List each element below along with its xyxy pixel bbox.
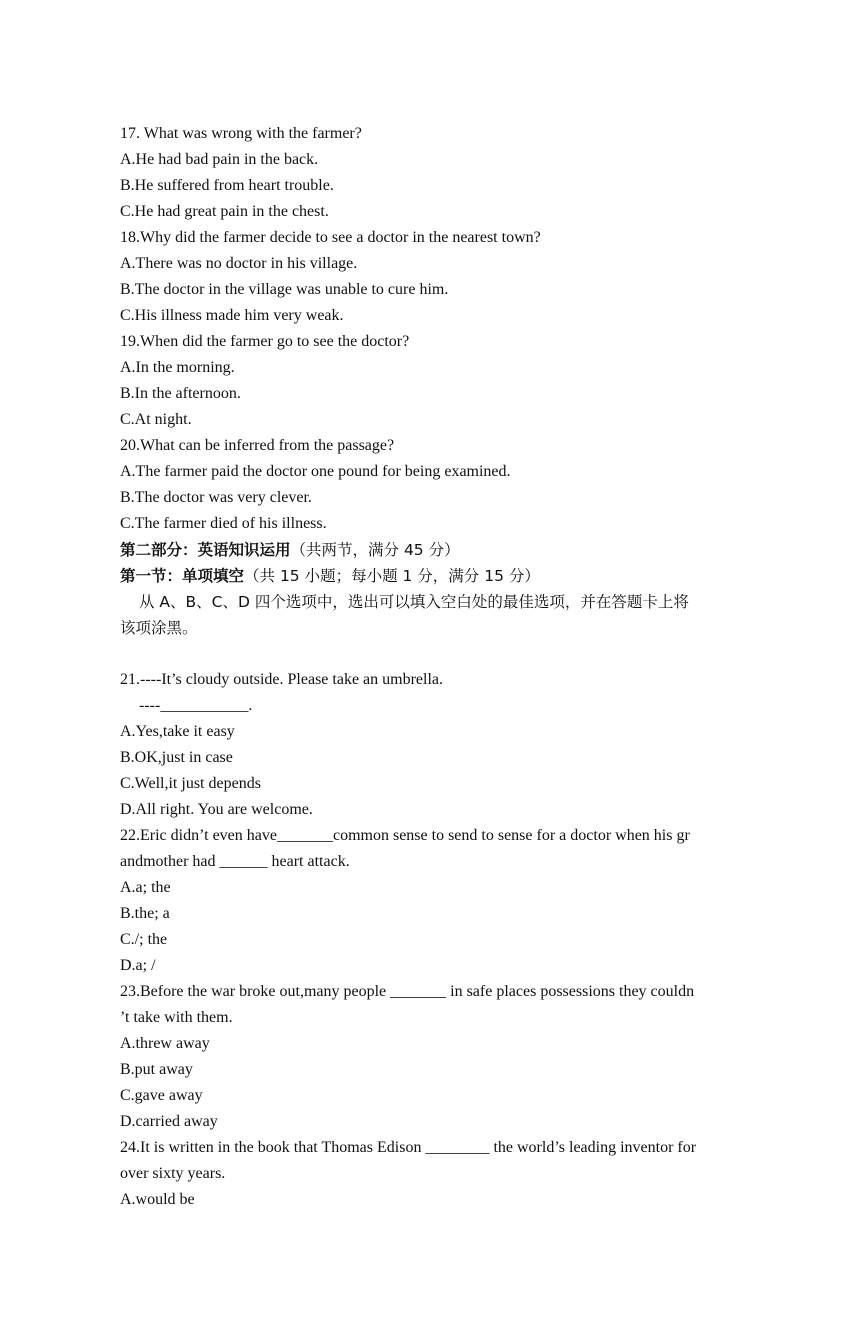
spacer	[120, 641, 754, 667]
question-17-option-b: B.He suffered from heart trouble.	[120, 177, 334, 194]
section-1-instruction-line-2: 该项涂黑。	[120, 619, 198, 637]
question-21-reply: ----___________.	[139, 697, 253, 714]
question-22-option-b: B.the; a	[120, 905, 170, 922]
question-20-stem: 20.What can be inferred from the passage?	[120, 437, 395, 454]
document-page	[120, 121, 754, 1213]
part-2-title: 第二部分：英语知识运用	[120, 541, 291, 559]
question-22-option-d: D.a; /	[120, 957, 156, 974]
section-1-heading	[120, 563, 754, 589]
question-19-stem: 19.When did the farmer go to see the doctor?	[120, 333, 410, 350]
question-19-option-a: A.In the morning.	[120, 359, 235, 376]
question-22-option-c: C./; the	[120, 931, 168, 948]
part-2-heading	[120, 537, 754, 563]
question-24-option-a: A.would be	[120, 1191, 195, 1208]
question-21-stem: 21.----It’s cloudy outside. Please take an umbrella.	[120, 671, 444, 688]
question-21-option-d: D.All right. You are welcome.	[120, 801, 313, 818]
question-23-option-a: A.threw away	[120, 1035, 210, 1052]
section-1-title: 第一节：单项填空	[120, 567, 245, 585]
question-24-stem-line-1: 24.It is written in the book that Thomas Edison ________ the world’s leading inventor for	[120, 1139, 697, 1156]
question-23-stem-line-2: ’t take with them.	[120, 1009, 233, 1026]
question-18-option-c: C.His illness made him very weak.	[120, 307, 344, 324]
question-17-option-c: C.He had great pain in the chest.	[120, 203, 329, 220]
question-20-option-c: C.The farmer died of his illness.	[120, 515, 327, 532]
question-17-option-a: A.He had bad pain in the back.	[120, 151, 319, 168]
section-1-instruction-line-1: 从 A、B、C、D 四个选项中，选出可以填入空白处的最佳选项，并在答题卡上将	[139, 593, 689, 611]
question-21-option-a: A.Yes,take it easy	[120, 723, 235, 740]
question-23-option-c: C.gave away	[120, 1087, 203, 1104]
question-22-stem-line-2: andmother had ______ heart attack.	[120, 853, 350, 870]
question-22-stem-line-1: 22.Eric didn’t even have_______common sense to send to sense for a doctor when his gr	[120, 827, 690, 844]
question-20-option-a: A.The farmer paid the doctor one pound for being examined.	[120, 463, 511, 480]
part-2-score-note: （共两节，满分 45 分）	[290, 541, 460, 559]
question-20-option-b: B.The doctor was very clever.	[120, 489, 312, 506]
question-21-option-c: C.Well,it just depends	[120, 775, 261, 792]
question-23-option-d: D.carried away	[120, 1113, 218, 1130]
question-21-option-b: B.OK,just in case	[120, 749, 233, 766]
question-23-stem-line-1: 23.Before the war broke out,many people _______ in safe places possessions they couldn	[120, 983, 695, 1000]
question-18-option-b: B.The doctor in the village was unable to cure him.	[120, 281, 449, 298]
question-17-stem: 17. What was wrong with the farmer?	[120, 125, 362, 142]
question-18-stem: 18.Why did the farmer decide to see a doctor in the nearest town?	[120, 229, 541, 246]
question-18-option-a: A.There was no doctor in his village.	[120, 255, 358, 272]
question-23-option-b: B.put away	[120, 1061, 193, 1078]
section-1-score-note: （共 15 小题；每小题 1 分，满分 15 分）	[244, 567, 540, 585]
question-22-option-a: A.a; the	[120, 879, 171, 896]
question-24-stem-line-2: over sixty years.	[120, 1165, 226, 1182]
question-19-option-c: C.At night.	[120, 411, 192, 428]
question-19-option-b: B.In the afternoon.	[120, 385, 241, 402]
